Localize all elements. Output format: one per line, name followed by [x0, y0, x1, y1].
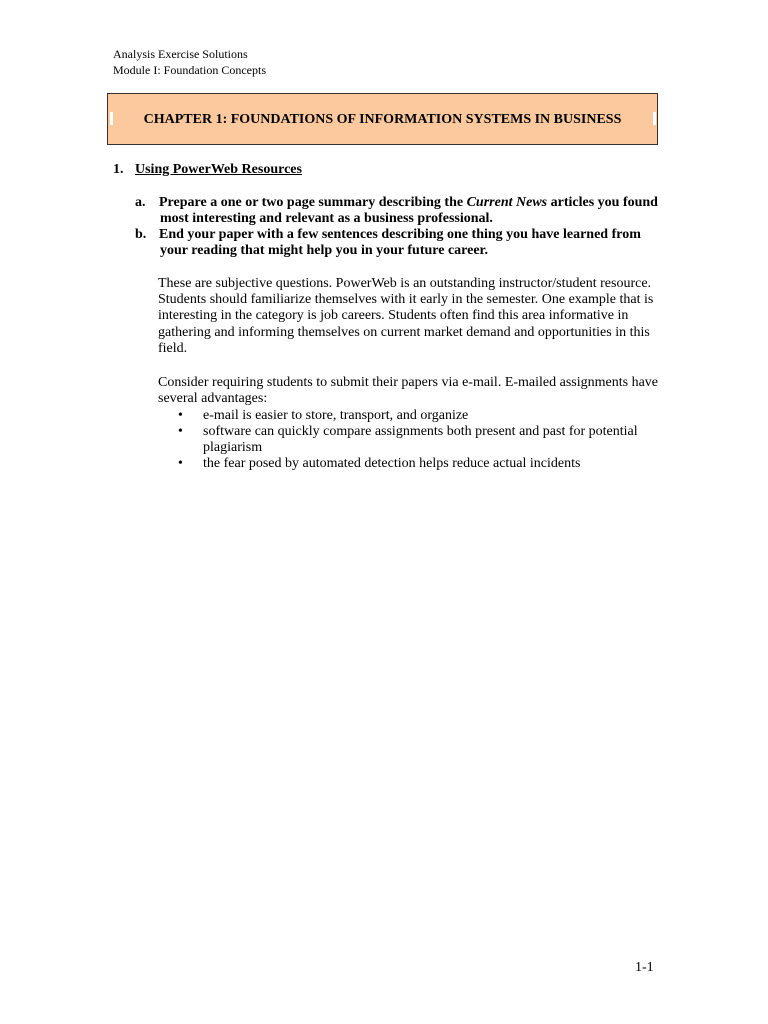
- item-letter: a.: [135, 195, 146, 210]
- section-heading: [113, 162, 302, 178]
- list-item-text: software can quickly compare assignments both present and past for potential plagiarism: [203, 424, 638, 455]
- header-line-1: Analysis Exercise Solutions: [113, 47, 248, 61]
- list-item-text: e-mail is easier to store, transport, and organize: [203, 408, 469, 423]
- list-item-text: the fear posed by automated detection helps reduce actual incidents: [203, 456, 581, 471]
- question-item: [135, 227, 660, 259]
- bullet-icon: •: [178, 408, 183, 423]
- item-text: End your paper with a few sentences describing one thing you have learned from: [159, 227, 641, 242]
- bullet-icon: •: [178, 424, 183, 439]
- item-text-part: Prepare a one or two page summary describing the: [159, 195, 467, 210]
- list-item: [178, 456, 648, 472]
- chapter-title: CHAPTER 1: FOUNDATIONS OF INFORMATION SYSTEMS IN BUSINESS: [143, 112, 622, 127]
- question-list: [135, 195, 660, 259]
- list-item: [178, 408, 648, 424]
- section-title: Using PowerWeb Resources: [135, 162, 302, 177]
- header-line-2: Module I: Foundation Concepts: [113, 63, 266, 77]
- item-continuation: most interesting and relevant as a business professional.: [160, 211, 493, 226]
- answer-paragraph-1: These are subjective questions. PowerWeb is an outstanding instructor/student resource. Students should familiarize themselves with it early in the semester. One example that is interesting in the category is job careers. Students often find this area informative in gathering and informing themselves on current market demand and opportunities in this field.: [158, 276, 654, 356]
- item-text: [159, 195, 658, 210]
- section-number: 1.: [113, 162, 124, 177]
- list-item: [178, 424, 648, 456]
- question-item: [135, 195, 660, 227]
- chapter-banner: [107, 93, 658, 145]
- advantages-list: [178, 408, 648, 472]
- page-number: 1-1: [635, 960, 654, 975]
- item-text-italic: Current News: [466, 195, 548, 210]
- page-header: [113, 46, 266, 78]
- bullet-icon: •: [178, 456, 183, 471]
- item-letter: b.: [135, 227, 147, 242]
- banner-mark-right: [653, 112, 656, 125]
- item-continuation: your reading that might help you in your future career.: [160, 243, 488, 258]
- answer-paragraph-2: Consider requiring students to submit their papers via e-mail. E-mailed assignments have several advantages:: [158, 375, 659, 407]
- item-text-part: articles you found: [547, 195, 658, 210]
